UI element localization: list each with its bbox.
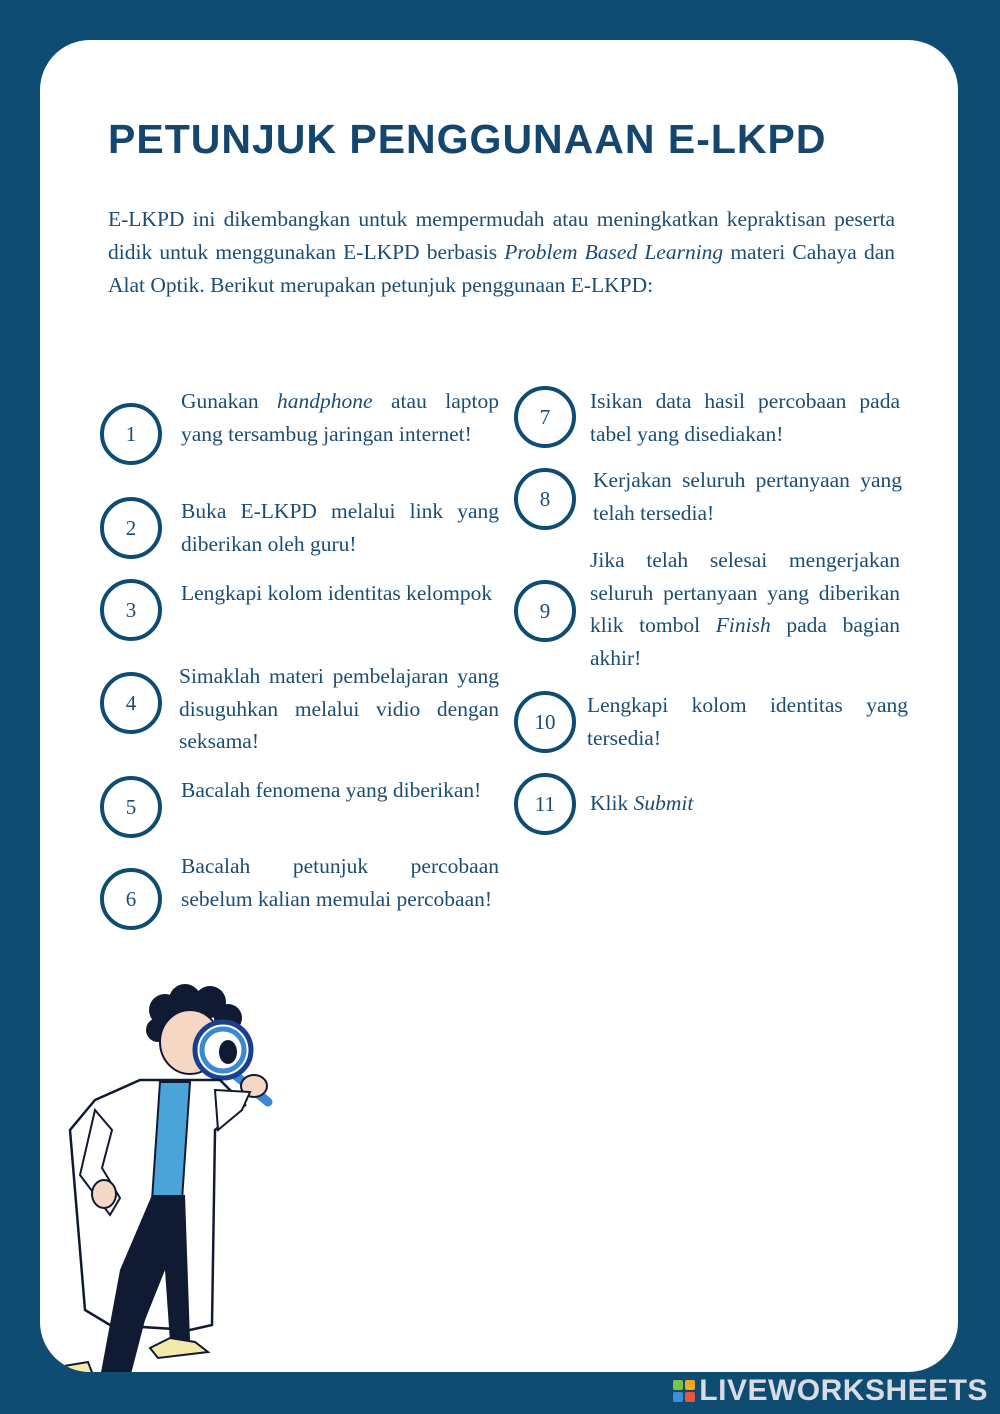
step-9-text: Jika telah selesai mengerjakan seluruh pertanyaan yang diberikan klik tombol Finish pada bagian akhir!	[590, 548, 900, 670]
worksheet-card	[40, 40, 958, 1372]
scientist-illustration	[40, 980, 340, 1372]
scientist-left-hand	[92, 1180, 116, 1208]
page-title: PETUNJUK PENGGUNAAN E-LKPD	[108, 116, 827, 162]
step-4-number: 4	[100, 672, 162, 734]
intro-paragraph: E-LKPD ini dikembangkan untuk mempermudah atau meningkatkan kepraktisan peserta didik untuk menggunakan E-LKPD berbasis Problem Based Learning materi Cahaya dan Alat Optik. Berikut merupakan petunjuk penggunaan E-LKPD:	[108, 207, 895, 297]
step-10-text: Lengkapi kolom identitas yang tersedia!	[587, 693, 908, 750]
step-11-number: 11	[514, 773, 576, 835]
step-7-text: Isikan data hasil percobaan pada tabel yang disediakan!	[590, 389, 900, 446]
step-9-number: 9	[514, 580, 576, 642]
liveworksheets-logo-icon	[673, 1380, 695, 1402]
step-7-number: 7	[514, 386, 576, 448]
step-6-text: Bacalah petunjuk percobaan sebelum kalian memulai percobaan!	[181, 854, 499, 911]
step-6-number: 6	[100, 868, 162, 930]
step-3-number: 3	[100, 579, 162, 641]
step-1-number: 1	[100, 403, 162, 465]
step-5-number: 5	[100, 776, 162, 838]
step-2-text: Buka E-LKPD melalui link yang diberikan oleh guru!	[181, 499, 499, 556]
watermark-text: LIVEWORKSHEETS	[699, 1374, 988, 1407]
step-4-text: Simaklah materi pembelajaran yang disuguhkan melalui vidio dengan seksama!	[179, 664, 499, 753]
step-5-text: Bacalah fenomena yang diberikan!	[181, 778, 482, 802]
step-1-text: Gunakan handphone atau laptop yang tersambug jaringan internet!	[181, 389, 499, 446]
liveworksheets-watermark	[673, 1374, 988, 1408]
step-8-number: 8	[514, 468, 576, 530]
step-8-text: Kerjakan seluruh pertanyaan yang telah tersedia!	[593, 468, 902, 525]
scientist-shoe-right	[150, 1338, 208, 1358]
step-10-number: 10	[514, 691, 576, 753]
step-3-text: Lengkapi kolom identitas kelompok	[181, 581, 493, 605]
scientist-arm	[215, 1090, 250, 1130]
step-2-number: 2	[100, 497, 162, 559]
step-11-text: Klik Submit	[590, 791, 694, 815]
scientist-shoe-left	[48, 1362, 95, 1372]
